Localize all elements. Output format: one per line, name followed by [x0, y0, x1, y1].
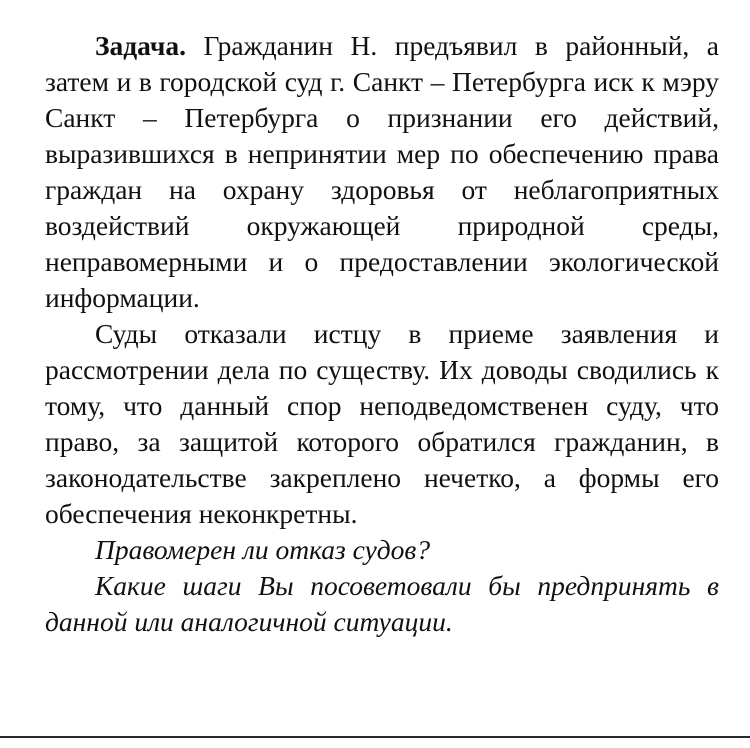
- task-text: Гражданин Н. предъявил в районный, а затем и в городской суд г. Санкт – Петербурга иск к мэру Санкт – Петербурга о признании его действий, выразившихся в непринятии мер по обеспечению права граждан на охрану здоровья от неблагоприятных воздействий окружающей природной среды, неправомерными и о предоставлении экологической информации.: [45, 30, 720, 313]
- question-advice: Какие шаги Вы посоветовали бы предпринять в данной или аналогичной ситуации.: [45, 570, 719, 637]
- task-paragraph: [45, 28, 719, 316]
- document-page: [45, 28, 719, 640]
- question-legality: Правомерен ли отказ судов?: [95, 534, 431, 565]
- court-refusal-paragraph: Суды отказали истцу в приеме заявления и рассмотрении дела по существу. Их доводы сводились к тому, что данный спор неподведомственен суду, что право, за защитой которого обратился гражданин, в законодательстве закреплено нечетко, а формы его обеспечения неконкретны.: [45, 318, 719, 529]
- task-label: Задача.: [95, 30, 186, 61]
- bottom-divider: [0, 736, 750, 738]
